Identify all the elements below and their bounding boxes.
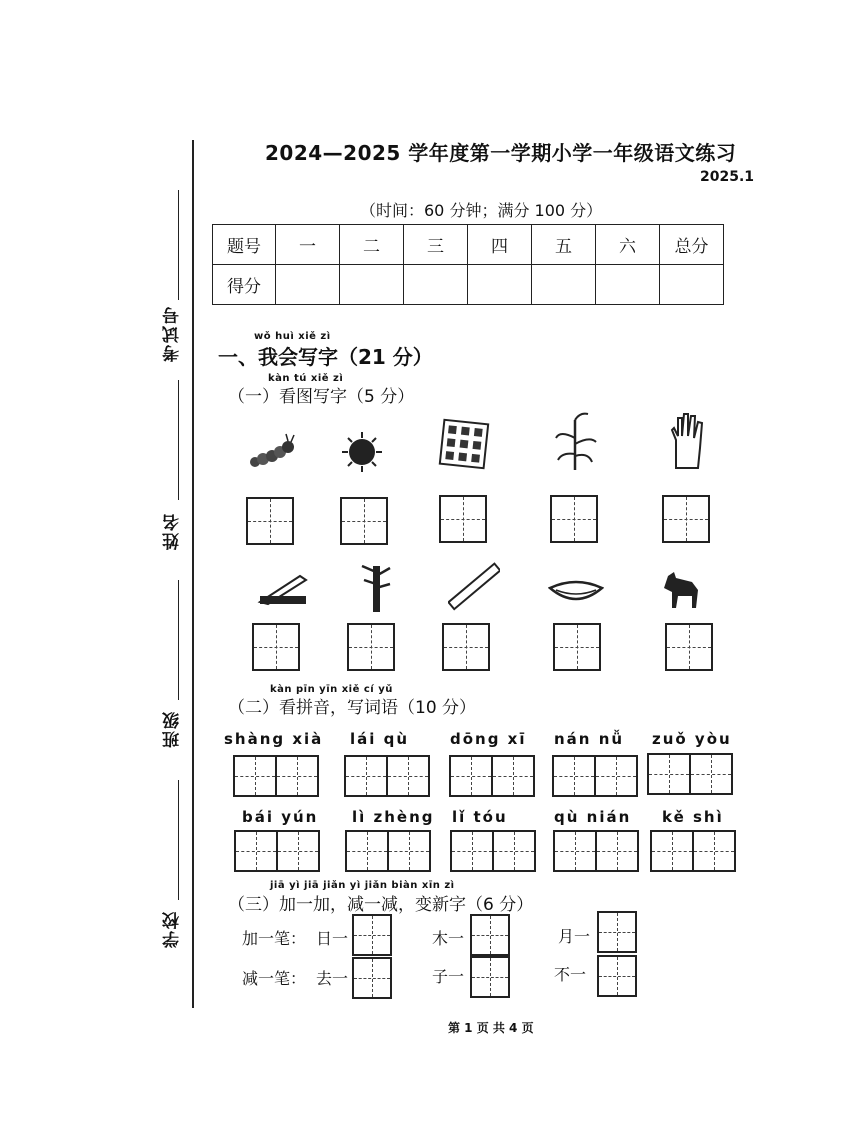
pinyin-word: nán nǚ — [554, 730, 625, 748]
sub-stroke-label: 减一笔： — [242, 969, 307, 988]
page-footer: 第 1 页 共 4 页 — [448, 1021, 534, 1035]
write-grid[interactable] — [347, 623, 395, 671]
score-input-cell[interactable] — [276, 265, 340, 305]
horse-icon — [656, 566, 706, 612]
part1-title: （一）看图写字（5 分） — [228, 387, 415, 407]
school-line — [178, 780, 179, 900]
pinyin-word: lǐ tóu — [452, 808, 508, 826]
score-cell: 三 — [404, 225, 468, 265]
write-grid[interactable] — [553, 623, 601, 671]
section1-pinyin: wǒ huì xiě zì — [254, 331, 331, 342]
word-grid[interactable] — [552, 755, 638, 797]
score-cell: 六 — [596, 225, 660, 265]
part3-pinyin: jiā yì jiā jiǎn yì jiǎn biàn xīn zì — [270, 880, 455, 891]
exam-no-label: 考试号 — [163, 305, 183, 362]
score-input-cell[interactable] — [404, 265, 468, 305]
word-grid[interactable] — [650, 830, 736, 872]
write-grid[interactable] — [252, 623, 300, 671]
binding-line — [192, 140, 194, 1008]
score-cell: 五 — [532, 225, 596, 265]
sub-item: 不一 — [554, 965, 587, 984]
knife-icon — [256, 572, 312, 608]
answer-grid[interactable] — [470, 956, 510, 998]
caterpillar-icon — [246, 432, 296, 472]
sub-item: 去一 — [316, 969, 349, 988]
section1-title: 一、我会写字（21 分） — [218, 345, 433, 369]
exam-date: 2025.1 — [700, 169, 755, 185]
word-grid[interactable] — [233, 755, 319, 797]
add-item: 木一 — [432, 929, 465, 948]
score-input-cell[interactable] — [660, 265, 724, 305]
word-grid[interactable] — [345, 830, 431, 872]
score-cell: 四 — [468, 225, 532, 265]
pinyin-word: zuǒ yòu — [652, 730, 732, 748]
pinyin-word: shàng xià — [224, 730, 324, 748]
write-grid[interactable] — [246, 497, 294, 545]
rug-icon — [436, 418, 494, 472]
answer-grid[interactable] — [597, 911, 637, 953]
write-grid[interactable] — [442, 623, 490, 671]
write-grid[interactable] — [439, 495, 487, 543]
pinyin-word: qù nián — [554, 808, 632, 826]
time-info: （时间：60 分钟；满分 100 分） — [360, 201, 603, 220]
part2-pinyin: kàn pīn yīn xiě cí yǔ — [270, 684, 393, 695]
pinyin-word: kě shì — [662, 808, 724, 826]
answer-grid[interactable] — [352, 957, 392, 999]
part3-title: （三）加一加，减一减，变新字（6 分） — [228, 895, 534, 915]
score-input-cell[interactable] — [596, 265, 660, 305]
word-grid[interactable] — [234, 830, 320, 872]
name-label: 姓名 — [163, 512, 183, 550]
score-row-label: 得分 — [213, 265, 276, 305]
score-table-header-row — [213, 225, 724, 265]
add-item: 日一 — [316, 929, 349, 948]
score-input-cell[interactable] — [532, 265, 596, 305]
name-line — [178, 380, 179, 500]
ruler-icon — [448, 562, 500, 614]
write-grid[interactable] — [340, 497, 388, 545]
add-stroke-label: 加一笔： — [242, 929, 307, 948]
word-grid[interactable] — [647, 753, 733, 795]
add-item: 月一 — [558, 927, 591, 946]
pinyin-word: lì zhèng — [352, 808, 435, 826]
page-title: 2024—2025 学年度第一学期小学一年级语文练习 — [265, 141, 737, 165]
write-grid[interactable] — [662, 495, 710, 543]
write-grid[interactable] — [665, 623, 713, 671]
score-input-cell[interactable] — [468, 265, 532, 305]
bamboo-icon — [356, 562, 396, 614]
class-label: 班级 — [163, 710, 183, 748]
score-cell: 总分 — [660, 225, 724, 265]
exam-no-line — [178, 190, 179, 300]
score-cell: 题号 — [213, 225, 276, 265]
school-label: 学校 — [163, 910, 183, 948]
answer-grid[interactable] — [352, 914, 392, 956]
score-table-score-row — [213, 265, 724, 305]
word-grid[interactable] — [449, 755, 535, 797]
rice-plant-icon — [550, 408, 600, 472]
answer-grid[interactable] — [597, 955, 637, 997]
part1-pinyin: kàn tú xiě zì — [268, 373, 344, 384]
score-cell: 一 — [276, 225, 340, 265]
word-grid[interactable] — [553, 830, 639, 872]
score-cell: 二 — [340, 225, 404, 265]
sun-icon — [340, 430, 384, 474]
answer-grid[interactable] — [470, 914, 510, 956]
pinyin-word: lái qù — [350, 730, 410, 748]
write-grid[interactable] — [550, 495, 598, 543]
word-grid[interactable] — [450, 830, 536, 872]
class-line — [178, 580, 179, 700]
pinyin-word: dōng xī — [450, 730, 527, 748]
word-grid[interactable] — [344, 755, 430, 797]
part2-title: （二）看拼音，写词语（10 分） — [228, 698, 477, 718]
sub-item: 子一 — [432, 967, 465, 986]
pinyin-word: bái yún — [242, 808, 319, 826]
score-table — [212, 224, 724, 305]
score-input-cell[interactable] — [340, 265, 404, 305]
mouth-icon — [548, 578, 604, 608]
hand-icon — [664, 410, 712, 472]
